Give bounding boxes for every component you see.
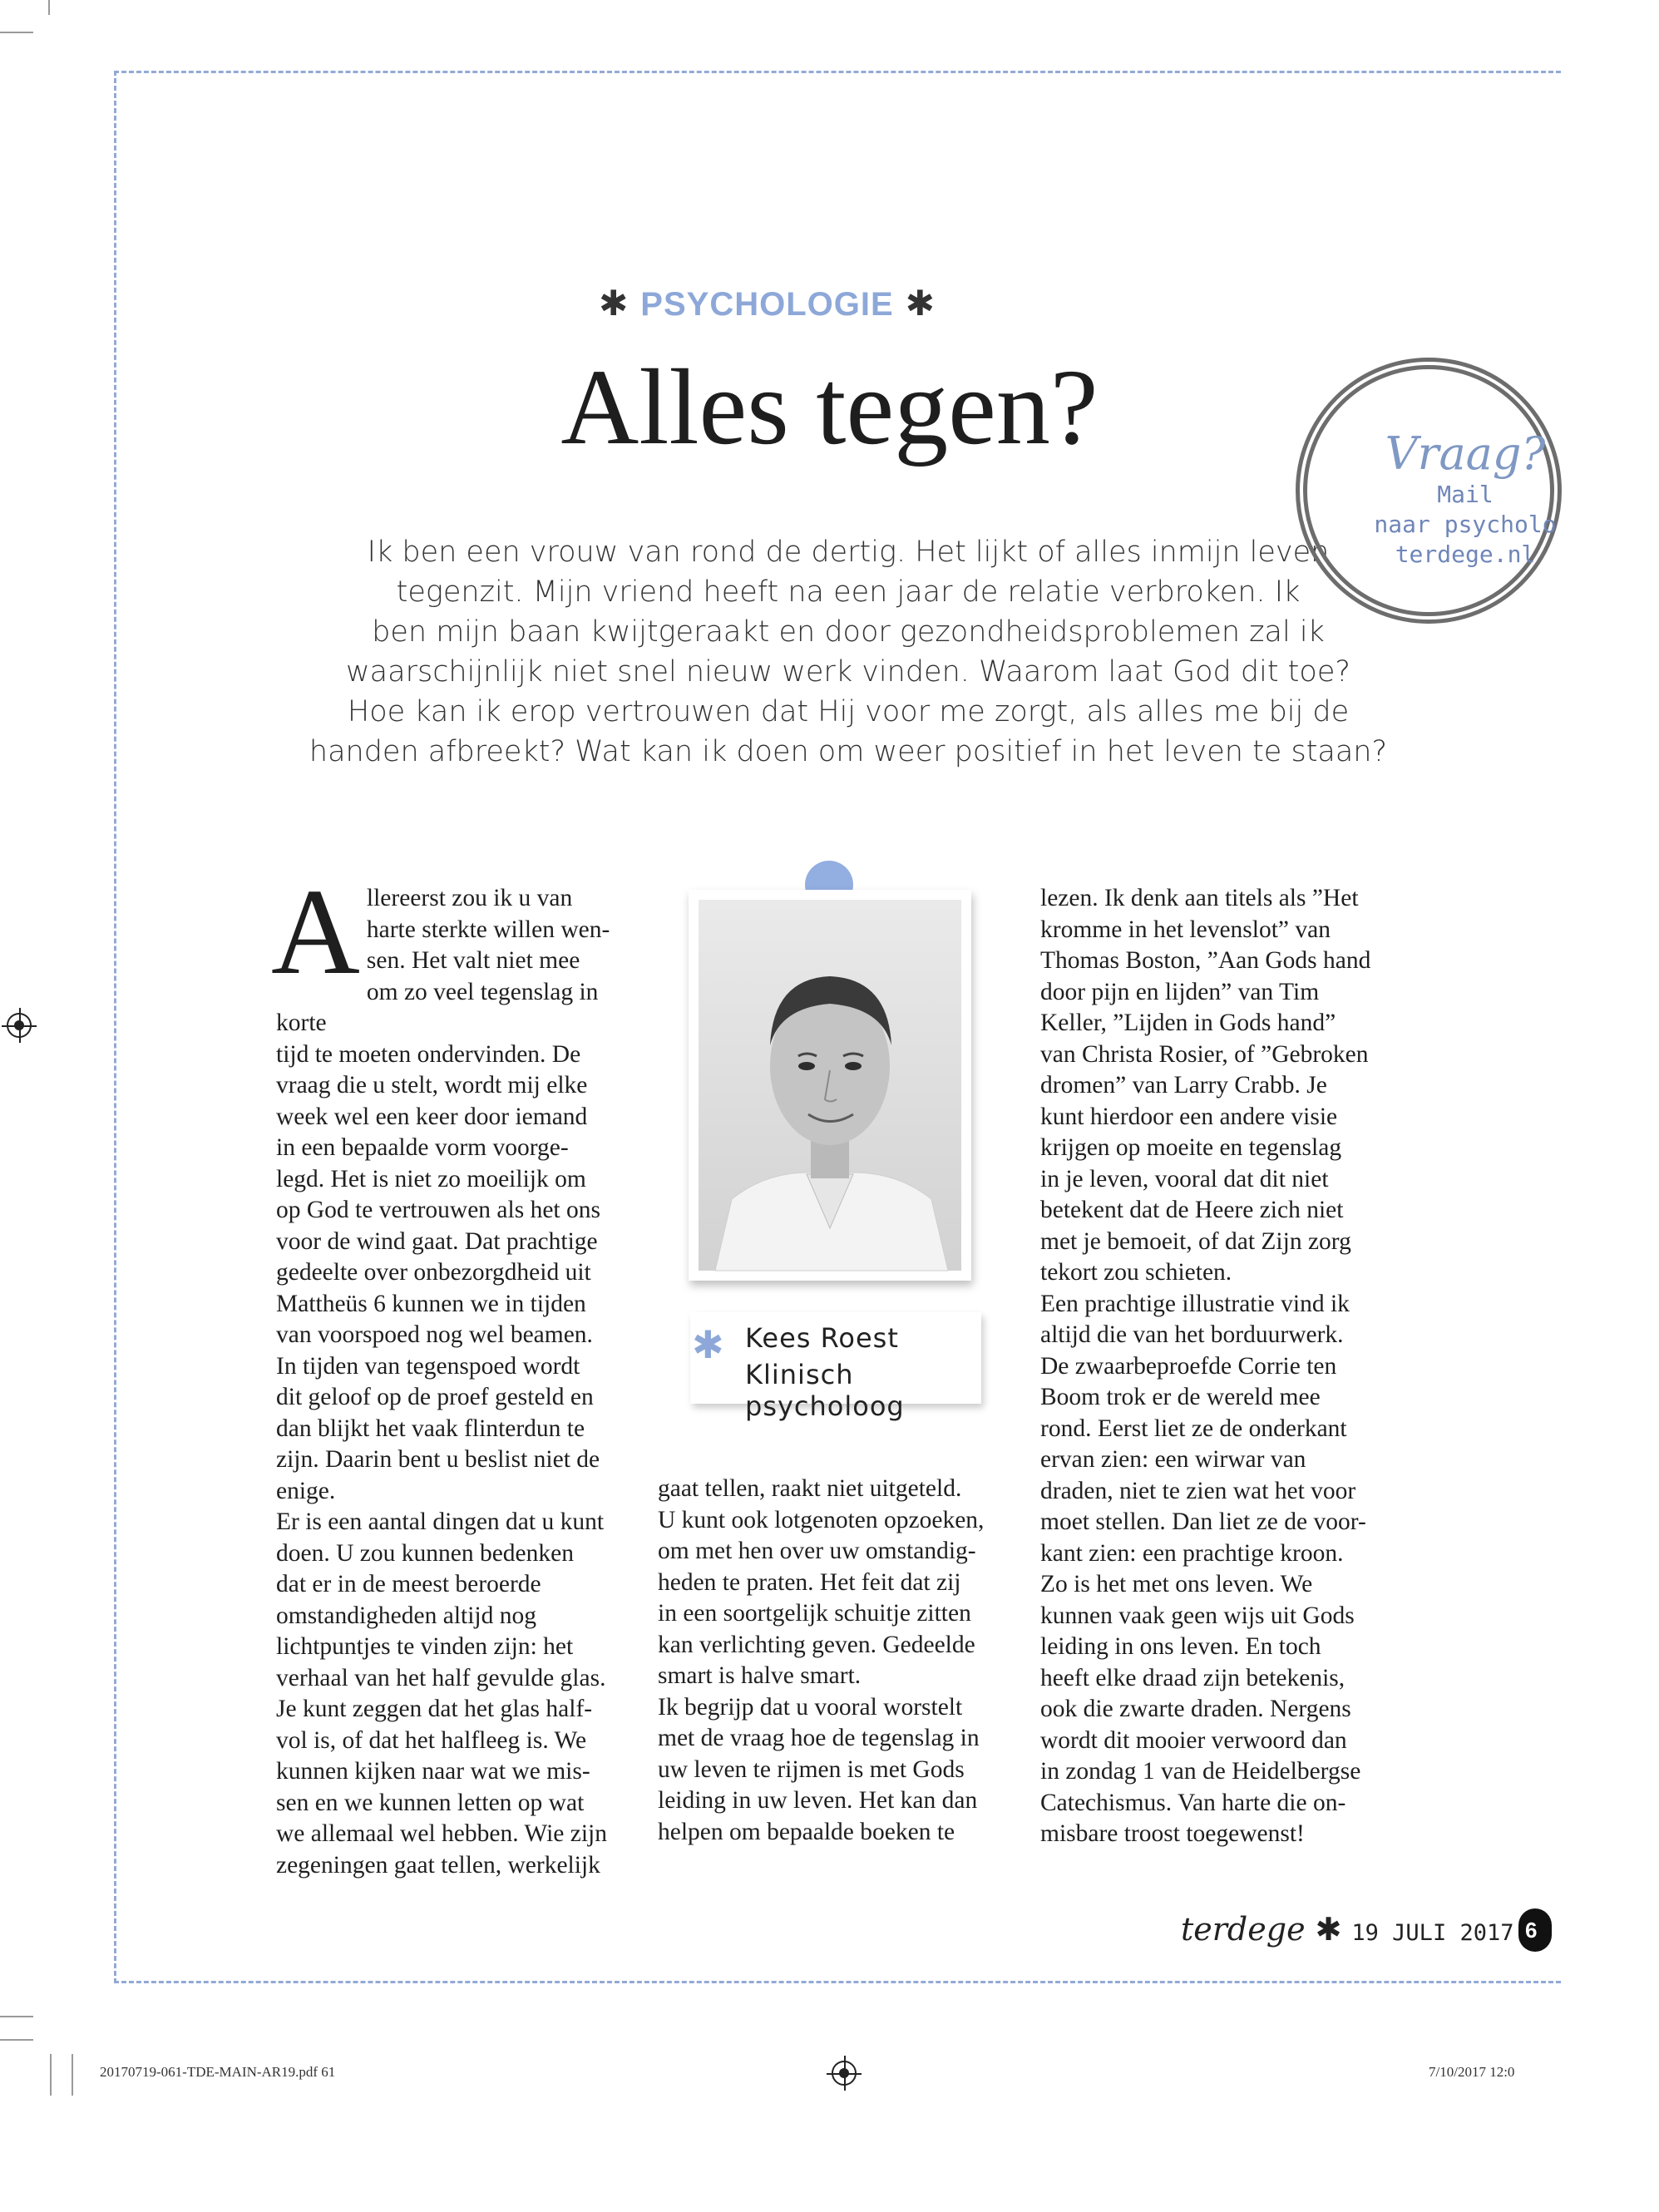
- text-line: ervan zien: een wirwar van: [1040, 1446, 1306, 1473]
- crop-mark: [72, 2054, 73, 2096]
- drop-cap: A: [271, 864, 360, 1000]
- issue-date: 19 JULI 2017: [1351, 1920, 1514, 1946]
- text-line: op God te vertrouwen als het ons: [276, 1197, 600, 1223]
- text-line: wordt dit mooier verwoord dan: [1040, 1726, 1347, 1754]
- text-line: van Christa Rosier, of ”Gebroken: [1040, 1040, 1369, 1068]
- text-line: gaat tellen, raakt niet uitgeteld.: [658, 1475, 962, 1502]
- text-line: heeft elke draad zijn betekenis,: [1040, 1664, 1345, 1691]
- intro-line: ben mijn baan kwijtgeraakt en door gezondheidsproblemen zal ik: [372, 615, 1325, 649]
- intro-line: handen afbreekt? Wat kan ik doen om weer positief in het leven te staan?: [309, 735, 1388, 768]
- text-line: dit geloof op de proef gesteld en: [276, 1384, 594, 1410]
- intro-line: tegenzit. Mijn vriend heeft na een jaar de relatie verbroken. Ik: [396, 575, 1301, 609]
- text-line: ook die zwarte draden. Nergens: [1040, 1696, 1351, 1722]
- text-line: in een soortgelijk schuitje zitten: [658, 1600, 971, 1627]
- text-line: dan blijkt het vaak flinterdun te: [276, 1415, 585, 1442]
- text-line: leiding in uw leven. Het kan dan: [658, 1787, 978, 1814]
- text-line: met je bemoeit, of dat Zijn zorg: [1040, 1227, 1351, 1255]
- column-text: [1040, 883, 1415, 1850]
- text-line: Catechismus. Van harte die on-: [1040, 1789, 1346, 1816]
- text-line: lichtpuntjes te vinden zijn: het: [276, 1633, 574, 1660]
- print-slug-timestamp: 7/10/2017 12:0: [1429, 2064, 1515, 2080]
- text-line: sen en we kunnen letten op wat: [276, 1789, 585, 1816]
- intro-line: waarschijnlijk niet snel nieuw werk vinden. Waarom laat God dit toe?: [346, 655, 1350, 689]
- text-line: zegeningen gaat tellen, werkelijk: [276, 1851, 600, 1879]
- crop-mark: [48, 0, 50, 15]
- text-line: Ik begrijp dat u vooral worstelt: [658, 1693, 963, 1721]
- text-line: kan verlichting geven. Gedeelde: [658, 1631, 975, 1658]
- article-column-3: [1040, 883, 1415, 1850]
- text-line: Je kunt zeggen dat het glas half-: [276, 1696, 593, 1722]
- text-line: In tijden van tegenspoed wordt: [276, 1352, 580, 1380]
- text-line: kunnen vaak geen wijs uit Gods: [1040, 1602, 1355, 1629]
- text-line: verhaal van het half gevulde glas.: [276, 1664, 606, 1691]
- article-title: Alles tegen?: [560, 348, 1099, 467]
- text-line: helpen om bepaalde boeken te: [658, 1818, 955, 1845]
- footer-brand: [1181, 1911, 1513, 1948]
- text-line: Er is een aantal dingen dat u kunt: [276, 1508, 605, 1535]
- portrait-illustration: [699, 900, 961, 1271]
- crop-mark: [0, 2039, 33, 2041]
- text-line: in zondag 1 van de Heidelbergse: [1040, 1758, 1361, 1785]
- crop-mark: [0, 32, 33, 33]
- text-line: leiding in ons leven. En toch: [1040, 1633, 1321, 1660]
- section-kicker: [0, 283, 1534, 323]
- text-line: met de vraag hoe de tegenslag in: [658, 1725, 980, 1751]
- caption-role: Klinisch psycholoog: [745, 1359, 905, 1422]
- text-line: misbare troost toegewenst!: [1040, 1820, 1305, 1847]
- text-line: Boom trok er de wereld mee: [1040, 1384, 1321, 1410]
- stamp-title: Vraag?: [1385, 427, 1546, 480]
- text-line: gedeelte over onbezorgdheid uit: [276, 1259, 591, 1286]
- text-line: dat er in de meest beroerde: [276, 1571, 541, 1597]
- text-line: omstandigheden altijd nog: [276, 1602, 536, 1629]
- asterisk-icon: ✱: [692, 1322, 724, 1367]
- text-line: De zwaarbeproefde Corrie ten: [1040, 1352, 1337, 1380]
- text-line: U kunt ook lotgenoten opzoeken,: [658, 1506, 985, 1533]
- text-line: zijn. Daarin bent u beslist niet de: [276, 1446, 600, 1473]
- portrait-frame: [689, 890, 971, 1281]
- stamp-line: terdege.nl: [1395, 541, 1536, 568]
- text-line: draden, niet te zien wat het voor: [1040, 1477, 1356, 1504]
- text-line: door pijn en lijden” van Tim: [1040, 978, 1320, 1005]
- text-line: tekort zou schieten.: [1040, 1259, 1232, 1286]
- text-line: om met hen over uw omstandig-: [658, 1538, 976, 1564]
- crop-mark: [50, 2054, 52, 2096]
- intro-line: Ik ben een vrouw van rond de dertig. Het lijkt of alles inmijn leven: [367, 536, 1330, 569]
- stamp-line: naar psycholo: [1374, 511, 1557, 538]
- text-line: betekent dat de Heere zich niet: [1040, 1197, 1344, 1223]
- text-line: llereerst zou ik u van: [366, 885, 573, 911]
- text-line: kunnen kijken naar wat we mis-: [276, 1758, 590, 1785]
- text-line: om zo veel tegenslag in korte: [276, 978, 599, 1036]
- brand-name: terdege: [1181, 1911, 1306, 1948]
- text-line: Mattheüs 6 kunnen we in tijden: [276, 1290, 586, 1317]
- article-column-1: [271, 864, 642, 1881]
- text-line: in je leven, vooral dat dit niet: [1040, 1165, 1329, 1192]
- text-line: kunt hierdoor een andere visie: [1040, 1103, 1338, 1130]
- text-line: week wel een keer door iemand: [276, 1103, 588, 1130]
- text-line: van voorspoed nog wel beamen.: [276, 1321, 593, 1348]
- registration-mark: [7, 1013, 32, 1038]
- page-number: 6: [1518, 1908, 1552, 1952]
- text-line: voor de wind gaat. Dat prachtige: [276, 1227, 598, 1255]
- text-line: moet stellen. Dan liet ze de voor-: [1040, 1508, 1366, 1535]
- kicker-label: PSYCHOLOGIE: [640, 286, 894, 323]
- text-line: lezen. Ik denk aan titels als ”Het: [1040, 885, 1359, 911]
- text-line: legd. Het is niet zo moeilijk om: [276, 1165, 586, 1192]
- column-text: [276, 883, 642, 1881]
- registration-mark: [832, 2061, 857, 2086]
- text-line: sen. Het valt niet mee: [366, 947, 580, 974]
- question-stamp: [1296, 358, 1562, 624]
- text-line: harte sterkte willen wen-: [366, 916, 610, 943]
- text-line: altijd die van het borduurwerk.: [1040, 1321, 1344, 1348]
- caption-name: Kees Roest: [745, 1322, 899, 1354]
- text-line: Keller, ”Lijden in Gods hand”: [1040, 1010, 1336, 1036]
- text-line: tijd te moeten ondervinden. De: [276, 1040, 581, 1068]
- text-line: Een prachtige illustratie vind ik: [1040, 1290, 1350, 1317]
- text-line: Zo is het met ons leven. We: [1040, 1571, 1313, 1597]
- column-text: [658, 1474, 1024, 1848]
- text-line: doen. U zou kunnen bedenken: [276, 1539, 574, 1567]
- text-line: vraag die u stelt, wordt mij elke: [276, 1072, 588, 1099]
- text-line: uw leven te rijmen is met Gods: [658, 1755, 965, 1783]
- text-line: in een bepaalde vorm voorge-: [276, 1134, 569, 1161]
- text-line: Thomas Boston, ”Aan Gods hand: [1040, 947, 1371, 974]
- text-line: vol is, of dat het halfleeg is. We: [276, 1726, 587, 1754]
- stamp-line: Mail: [1437, 481, 1494, 508]
- text-line: enige.: [276, 1477, 336, 1504]
- text-line: kant zien: een prachtige kroon.: [1040, 1539, 1344, 1567]
- text-line: rond. Eerst liet ze de onderkant: [1040, 1415, 1347, 1442]
- portrait-photo: [699, 900, 961, 1271]
- crop-mark: [0, 2016, 33, 2017]
- text-line: kromme in het levenslot” van: [1040, 916, 1331, 943]
- text-line: smart is halve smart.: [658, 1662, 862, 1689]
- photo-caption: [690, 1312, 981, 1422]
- star-icon: ✱: [1315, 1911, 1342, 1948]
- star-icon: ✱: [599, 284, 630, 323]
- text-line: dromen” van Larry Crabb. Je: [1040, 1072, 1327, 1099]
- intro-line: Hoe kan ik erop vertrouwen dat Hij voor me zorgt, als alles me bij de: [347, 695, 1350, 728]
- text-line: heden te praten. Het feit dat zij: [658, 1568, 961, 1596]
- text-line: krijgen op moeite en tegenslag: [1040, 1134, 1342, 1161]
- star-icon: ✱: [905, 284, 936, 323]
- text-line: we allemaal wel hebben. Wie zijn: [276, 1820, 607, 1847]
- intro-question: [308, 532, 1389, 772]
- print-slug-file: 20170719-061-TDE-MAIN-AR19.pdf 61: [100, 2064, 336, 2080]
- article-column-2: [658, 1474, 1024, 1848]
